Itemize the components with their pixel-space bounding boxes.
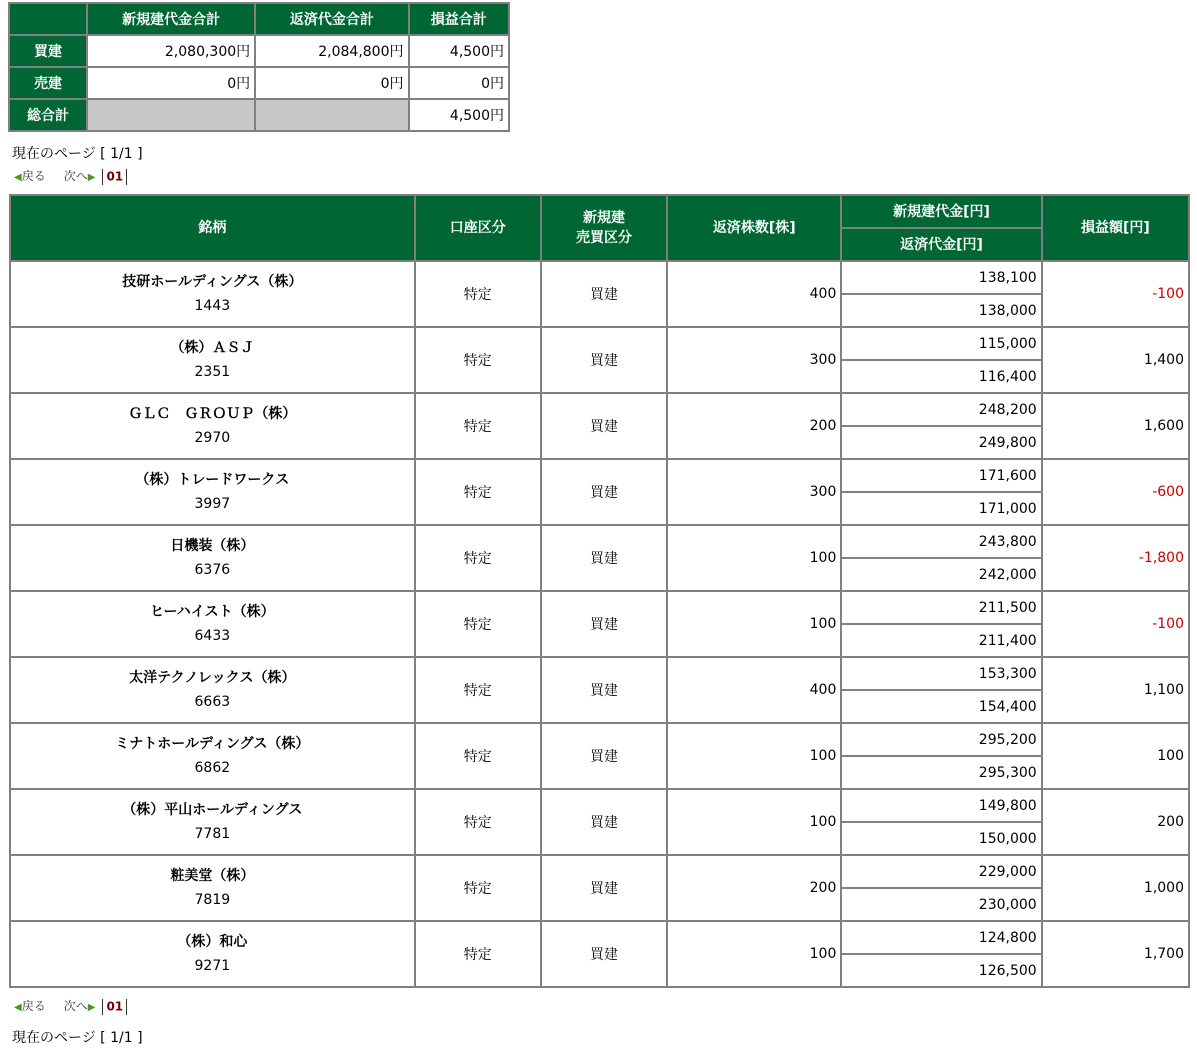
account-type: 特定 — [416, 328, 540, 392]
summary-new-total: 2,080,300円 — [88, 36, 254, 66]
stock-code: 6862 — [194, 760, 231, 776]
summary-row-label: 買建 — [10, 36, 86, 66]
new-amount: 149,800 — [842, 790, 1040, 821]
header-pl: 損益額[円] — [1043, 196, 1188, 260]
shares: 100 — [668, 592, 840, 656]
shares: 100 — [668, 790, 840, 854]
shares: 300 — [668, 460, 840, 524]
stock-code: 2970 — [194, 430, 231, 446]
stock-name: ミナトホールディングス（株） — [115, 736, 310, 752]
trade-type: 買建 — [542, 856, 666, 920]
stock-cell — [11, 262, 414, 326]
stock-cell — [11, 658, 414, 722]
table-row — [11, 658, 1188, 689]
trade-type: 買建 — [542, 328, 666, 392]
stock-code: 9271 — [194, 958, 231, 974]
shares: 400 — [668, 658, 840, 722]
current-page-text: 現在のページ [ 1/1 ] — [12, 1030, 143, 1046]
table-row — [11, 460, 1188, 491]
pagination-nav-bottom — [14, 997, 130, 1017]
trade-type: 買建 — [542, 790, 666, 854]
trade-type: 買建 — [542, 394, 666, 458]
repay-amount: 116,400 — [842, 361, 1040, 392]
new-amount: 211,500 — [842, 592, 1040, 623]
new-amount: 295,200 — [842, 724, 1040, 755]
trade-type: 買建 — [542, 262, 666, 326]
shares: 100 — [668, 724, 840, 788]
stock-cell — [11, 328, 414, 392]
stock-code: 6376 — [194, 562, 231, 578]
stock-cell — [11, 526, 414, 590]
divider — [102, 999, 103, 1015]
triangle-right-icon: ▶ — [87, 172, 96, 183]
new-amount: 115,000 — [842, 328, 1040, 359]
shares: 100 — [668, 922, 840, 986]
new-amount: 153,300 — [842, 658, 1040, 689]
page-number-link[interactable]: 01 — [106, 999, 124, 1014]
header-trade-type — [542, 196, 666, 260]
shares: 100 — [668, 526, 840, 590]
stock-cell — [11, 724, 414, 788]
header-shares: 返済株数[株] — [668, 196, 840, 260]
new-amount: 171,600 — [842, 460, 1040, 491]
summary-empty-cell — [256, 100, 407, 130]
header-account: 口座区分 — [416, 196, 540, 260]
stock-name: （株）ＡＳＪ — [170, 340, 255, 356]
divider — [126, 999, 127, 1015]
stock-code: 1443 — [194, 298, 231, 314]
summary-row-label: 売建 — [10, 68, 86, 98]
repay-amount: 154,400 — [842, 691, 1040, 722]
stock-name: ヒーハイスト（株） — [150, 604, 275, 620]
profit-loss: -100 — [1043, 592, 1188, 656]
repay-amount: 230,000 — [842, 889, 1040, 920]
back-link[interactable] — [14, 167, 46, 184]
summary-row-sell — [10, 68, 508, 98]
new-amount: 138,100 — [842, 262, 1040, 293]
divider — [102, 169, 103, 185]
account-type: 特定 — [416, 724, 540, 788]
summary-row-grand — [10, 100, 508, 130]
stock-name: 技研ホールディングス（株） — [122, 274, 303, 290]
summary-repay-total: 0円 — [256, 68, 407, 98]
page-number-link[interactable]: 01 — [106, 169, 124, 184]
summary-empty-cell — [88, 100, 254, 130]
summary-new-total: 0円 — [88, 68, 254, 98]
header-trade-type-line2: 売買区分 — [575, 230, 632, 246]
account-type: 特定 — [416, 790, 540, 854]
summary-row-buy — [10, 36, 508, 66]
summary-repay-total: 2,084,800円 — [256, 36, 407, 66]
repay-amount: 138,000 — [842, 295, 1040, 326]
summary-header-pl-total: 損益合計 — [410, 4, 509, 34]
table-row — [11, 262, 1188, 293]
stock-cell — [11, 460, 414, 524]
header-trade-type-line1: 新規建 — [582, 210, 625, 226]
account-type: 特定 — [416, 922, 540, 986]
new-amount: 124,800 — [842, 922, 1040, 953]
table-row — [11, 724, 1188, 755]
divider — [126, 169, 127, 185]
profit-loss: 200 — [1043, 790, 1188, 854]
stock-cell — [11, 790, 414, 854]
shares: 300 — [668, 328, 840, 392]
table-row — [11, 328, 1188, 359]
triangle-left-icon: ◀ — [14, 172, 22, 183]
stock-name: 太洋テクノレックス（株） — [129, 670, 296, 686]
stock-code: 3997 — [194, 496, 231, 512]
profit-loss: 1,400 — [1043, 328, 1188, 392]
next-label: 次へ — [63, 999, 88, 1013]
table-row — [11, 394, 1188, 425]
back-label: 戻る — [21, 169, 46, 183]
repay-amount: 171,000 — [842, 493, 1040, 524]
account-type: 特定 — [416, 526, 540, 590]
trade-type: 買建 — [542, 592, 666, 656]
account-type: 特定 — [416, 262, 540, 326]
back-link[interactable] — [14, 997, 46, 1014]
stock-code: 6433 — [194, 628, 231, 644]
current-page-text: 現在のページ [ 1/1 ] — [12, 146, 143, 162]
summary-grand-pl: 4,500円 — [410, 100, 509, 130]
repay-amount: 126,500 — [842, 955, 1040, 986]
table-row — [11, 790, 1188, 821]
new-amount: 229,000 — [842, 856, 1040, 887]
shares: 200 — [668, 394, 840, 458]
trade-type: 買建 — [542, 460, 666, 524]
repay-amount: 150,000 — [842, 823, 1040, 854]
triangle-left-icon: ◀ — [14, 1002, 22, 1013]
trade-type: 買建 — [542, 526, 666, 590]
table-row — [11, 856, 1188, 887]
next-link[interactable] — [64, 167, 96, 184]
summary-pl-total: 4,500円 — [410, 36, 509, 66]
header-new-amount: 新規建代金[円] — [842, 196, 1040, 227]
new-amount: 248,200 — [842, 394, 1040, 425]
trade-type: 買建 — [542, 658, 666, 722]
profit-loss: -100 — [1043, 262, 1188, 326]
account-type: 特定 — [416, 856, 540, 920]
profit-loss: -600 — [1043, 460, 1188, 524]
shares: 400 — [668, 262, 840, 326]
profit-loss: 1,700 — [1043, 922, 1188, 986]
new-amount: 243,800 — [842, 526, 1040, 557]
pagination-nav-top — [14, 167, 130, 187]
profit-loss: 1,600 — [1043, 394, 1188, 458]
next-label: 次へ — [63, 169, 88, 183]
repay-amount: 242,000 — [842, 559, 1040, 590]
next-link[interactable] — [64, 997, 96, 1014]
stock-name: 日機装（株） — [170, 538, 255, 554]
profit-loss: 1,100 — [1043, 658, 1188, 722]
stock-name: （株）トレードワークス — [135, 472, 290, 488]
table-row — [11, 526, 1188, 557]
stock-cell — [11, 922, 414, 986]
stock-code: 2351 — [194, 364, 231, 380]
summary-header-new-total: 新規建代金合計 — [88, 4, 254, 34]
summary-table — [8, 2, 510, 132]
account-type: 特定 — [416, 460, 540, 524]
stock-code: 7819 — [194, 892, 231, 908]
account-type: 特定 — [416, 658, 540, 722]
profit-loss: 100 — [1043, 724, 1188, 788]
header-repay-amount: 返済代金[円] — [842, 229, 1040, 260]
stock-name: 粧美堂（株） — [170, 868, 255, 884]
triangle-right-icon: ▶ — [87, 1002, 96, 1013]
trade-type: 買建 — [542, 922, 666, 986]
table-row — [11, 922, 1188, 953]
stock-cell — [11, 856, 414, 920]
account-type: 特定 — [416, 592, 540, 656]
stock-code: 6663 — [194, 694, 231, 710]
stock-code: 7781 — [194, 826, 231, 842]
summary-grand-label: 総合計 — [10, 100, 86, 130]
shares: 200 — [668, 856, 840, 920]
summary-corner — [10, 4, 86, 34]
stock-name: （株）平山ホールディングス — [122, 802, 303, 818]
stock-name: （株）和心 — [177, 934, 248, 950]
table-row — [11, 592, 1188, 623]
account-type: 特定 — [416, 394, 540, 458]
profit-loss: -1,800 — [1043, 526, 1188, 590]
back-label: 戻る — [21, 999, 46, 1013]
repay-amount: 249,800 — [842, 427, 1040, 458]
summary-pl-total: 0円 — [410, 68, 509, 98]
repay-amount: 211,400 — [842, 625, 1040, 656]
stock-cell — [11, 592, 414, 656]
trade-type: 買建 — [542, 724, 666, 788]
positions-table — [9, 194, 1190, 988]
stock-cell — [11, 394, 414, 458]
summary-header-repay-total: 返済代金合計 — [256, 4, 407, 34]
header-name: 銘柄 — [11, 196, 414, 260]
profit-loss: 1,000 — [1043, 856, 1188, 920]
repay-amount: 295,300 — [842, 757, 1040, 788]
stock-name: ＧＬＣ ＧＲＯＵＰ（株） — [128, 406, 297, 422]
